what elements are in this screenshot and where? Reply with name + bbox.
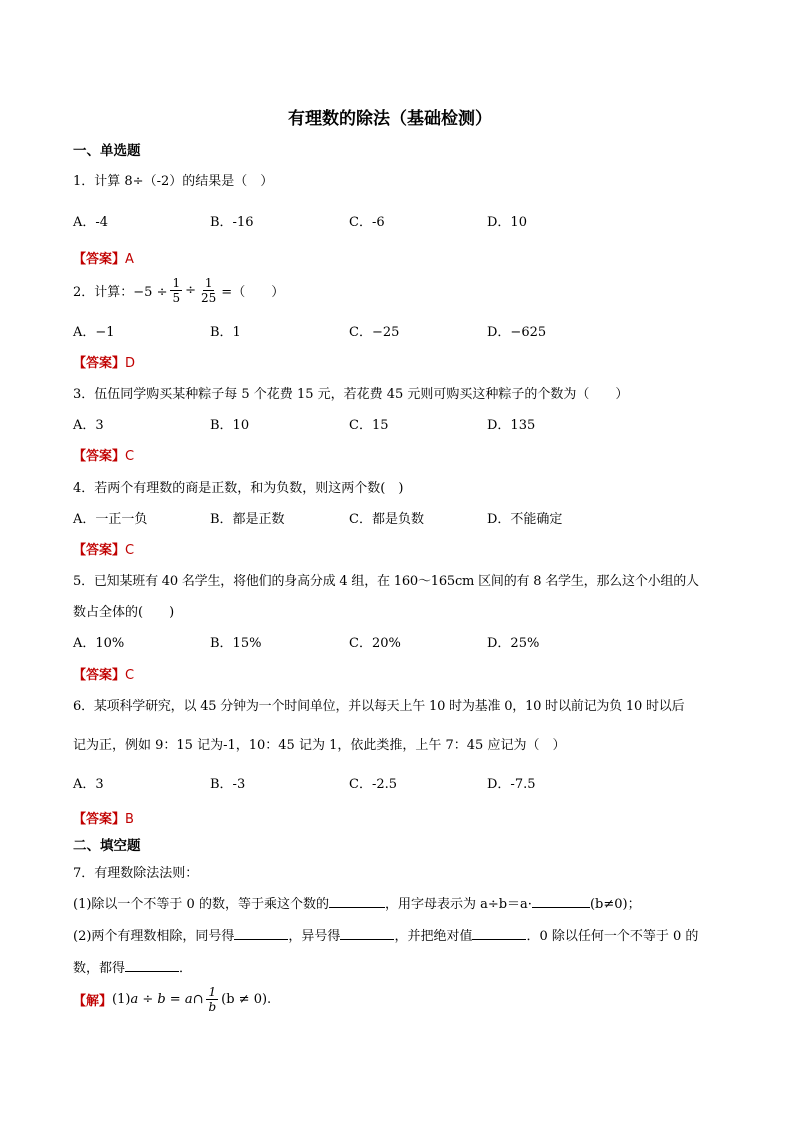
question-2-option-b: B．1 xyxy=(210,325,241,340)
question-5-option-a: A．10% xyxy=(73,636,125,651)
question-1-stem: 1．计算 8÷（-2）的结果是（ ） xyxy=(73,174,274,189)
rule-2-text-c: ，并把绝对值 xyxy=(394,929,473,944)
question-5-stem-line-1: 5．已知某班有 40 名学生，将他们的身高分成 4 组，在 160～165cm 区间的有 8 名学生，那么这个小组的人 xyxy=(73,574,699,589)
question-6-stem-line-2: 记为正，例如 9：15 记为-1，10：45 记为 1，依此类推，上午 7：45 应记为（ ） xyxy=(73,738,566,753)
rule-1-text-a: (1)除以一个不等于 0 的数，等于乘这个数的 xyxy=(73,897,329,912)
answer-blank[interactable] xyxy=(472,927,526,940)
question-1-option-c: C．-6 xyxy=(349,215,385,230)
question-7-rule-2 xyxy=(73,925,698,944)
question-3-option-d: D．135 xyxy=(487,418,536,433)
question-5-answer xyxy=(73,664,134,683)
fraction-one-fifth xyxy=(170,276,182,305)
rule-1-text-c: (b≠0)； xyxy=(589,897,641,912)
answer-label: 【答案】 xyxy=(73,543,126,558)
answer-label: 【答案】 xyxy=(73,356,126,371)
solution-fraction xyxy=(206,985,218,1014)
fraction-denominator: 25 xyxy=(201,290,217,305)
question-5-stem-line-2: 数占全体的( ) xyxy=(73,605,175,620)
question-1-option-a: A．-4 xyxy=(73,215,109,230)
rule-2-text-a: (2)两个有理数相除，同号得 xyxy=(73,929,235,944)
answer-blank[interactable] xyxy=(125,959,179,972)
answer-label: 【答案】 xyxy=(73,668,126,683)
question-3-option-c: C．15 xyxy=(349,418,389,433)
division-sign: ÷ xyxy=(185,282,197,298)
rule-2-text-d: ．0 除以任何一个不等于 0 的 xyxy=(526,929,699,944)
fraction-denominator: b xyxy=(208,999,217,1014)
fraction-one-twentyfifth xyxy=(199,276,218,305)
question-6-option-d: D．-7.5 xyxy=(487,777,536,792)
answer-label: 【答案】 xyxy=(73,449,126,464)
question-1-answer xyxy=(73,248,134,267)
question-4-option-d: D．不能确定 xyxy=(487,512,563,527)
solution-part-label: (1) xyxy=(112,991,131,1007)
rule-2-text-b: ，异号得 xyxy=(288,929,341,944)
answer-value: C xyxy=(125,668,135,683)
question-6-answer xyxy=(73,808,134,827)
answer-value: A xyxy=(125,252,134,267)
question-6-option-b: B．-3 xyxy=(210,777,246,792)
question-4-option-b: B．都是正数 xyxy=(210,512,285,527)
solution-expression: a ÷ b = a∩ xyxy=(130,991,204,1007)
question-2-stem-suffix: =（ ） xyxy=(221,284,285,300)
question-7-solution xyxy=(73,980,271,1018)
answer-value: D xyxy=(125,356,136,371)
solution-label: 【解】 xyxy=(73,993,113,1009)
fraction-numerator: 1 xyxy=(208,984,217,999)
question-5-option-d: D．25% xyxy=(487,636,540,651)
question-3-option-b: B．10 xyxy=(210,418,250,433)
question-5-option-b: B．15% xyxy=(210,636,262,651)
question-7-rule-1 xyxy=(73,893,641,912)
question-7-stem: 7．有理数除法法则： xyxy=(73,866,199,881)
fraction-numerator: 1 xyxy=(204,275,213,290)
answer-blank[interactable] xyxy=(532,895,590,908)
question-2-option-a: A．−1 xyxy=(73,325,115,340)
question-7-rule-2-continued xyxy=(73,957,192,976)
question-3-option-a: A．3 xyxy=(73,418,104,433)
question-2-stem xyxy=(73,272,284,308)
question-2-stem-prefix: 2．计算：−5 ÷ xyxy=(73,284,168,300)
fraction-numerator: 1 xyxy=(172,275,181,290)
question-3-stem: 3．伍伍同学购买某种粽子每 5 个花费 15 元，若花费 45 元则可购买这种粽子的个数为（ ） xyxy=(73,387,629,402)
page-title: 有理数的除法（基础检测） xyxy=(288,109,492,129)
rule-2-cont-text-b: ． xyxy=(179,961,193,976)
question-1-option-b: B．-16 xyxy=(210,215,254,230)
question-4-option-a: A．一正一负 xyxy=(73,512,148,527)
question-2-option-d: D．−625 xyxy=(487,325,547,340)
answer-blank[interactable] xyxy=(329,895,385,908)
question-6-option-c: C．-2.5 xyxy=(349,777,398,792)
question-4-stem: 4．若两个有理数的商是正数，和为负数，则这两个数( ) xyxy=(73,481,404,496)
answer-label: 【答案】 xyxy=(73,252,126,267)
answer-value: C xyxy=(125,543,135,558)
question-6-option-a: A．3 xyxy=(73,777,104,792)
answer-blank[interactable] xyxy=(234,927,288,940)
question-2-option-c: C．−25 xyxy=(349,325,400,340)
question-1-option-d: D．10 xyxy=(487,215,527,230)
answer-value: C xyxy=(125,449,135,464)
answer-label: 【答案】 xyxy=(73,812,126,827)
rule-2-cont-text-a: 数，都得 xyxy=(73,961,126,976)
question-4-answer xyxy=(73,539,134,558)
question-6-stem-line-1: 6．某项科学研究，以 45 分钟为一个时间单位，并以每天上午 10 时为基准 0，10 时以前记为负 10 时以后 xyxy=(73,699,685,714)
rule-1-text-b: ，用字母表示为 a÷b＝a· xyxy=(384,897,532,912)
fraction-denominator: 5 xyxy=(172,290,181,305)
question-2-answer xyxy=(73,352,135,371)
question-3-answer xyxy=(73,445,134,464)
section-heading-fill-blank: 二、填空题 xyxy=(73,838,141,854)
question-4-option-c: C．都是负数 xyxy=(349,512,424,527)
answer-blank[interactable] xyxy=(340,927,394,940)
question-5-option-c: C．20% xyxy=(349,636,401,651)
section-heading-single-choice: 一、单选题 xyxy=(73,143,141,159)
solution-condition: (b ≠ 0). xyxy=(221,991,272,1007)
answer-value: B xyxy=(125,812,134,827)
